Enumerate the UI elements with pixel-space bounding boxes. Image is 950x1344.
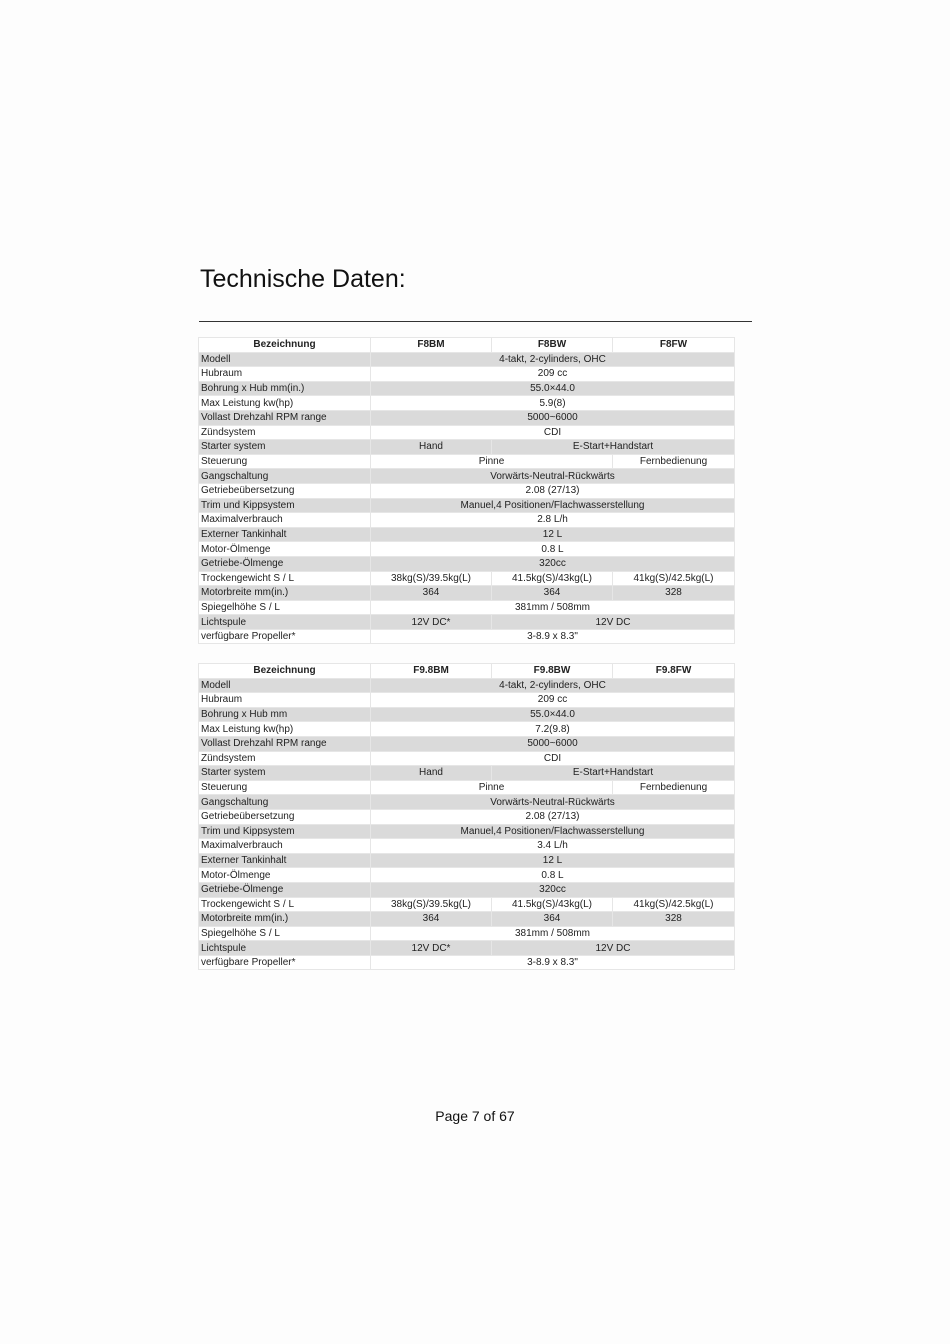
row-label: Hubraum [199,367,371,382]
row-label: Modell [199,352,371,367]
row-label: Starter system [199,440,371,455]
row-value: 12V DC* [371,615,492,630]
row-label: Spiegelhöhe S / L [199,600,371,615]
row-label: Starter system [199,766,371,781]
row-label: Trockengewicht S / L [199,897,371,912]
table-row [199,440,735,455]
spec-table-f9-8 [198,663,735,970]
row-value: 3-8.9 x 8.3" [371,629,735,644]
row-value: Pinne [371,780,613,795]
table-row [199,600,735,615]
row-value: E-Start+Handstart [492,440,735,455]
row-value: Fernbedienung [613,454,735,469]
row-label: Vollast Drehzahl RPM range [199,736,371,751]
spec-table-f8 [198,337,735,644]
row-label: Getriebe-Ölmenge [199,882,371,897]
table-row [199,824,735,839]
table-header-row [199,664,735,679]
row-label: Hubraum [199,693,371,708]
row-value: 328 [613,912,735,927]
row-value: 38kg(S)/39.5kg(L) [371,571,492,586]
row-value: 209 cc [371,693,735,708]
table-row [199,678,735,693]
row-label: Trim und Kippsystem [199,824,371,839]
row-label: Trockengewicht S / L [199,571,371,586]
table-row [199,367,735,382]
table-row [199,693,735,708]
row-value: 2.8 L/h [371,513,735,528]
column-header-label: Bezeichnung [199,338,371,353]
row-value: CDI [371,425,735,440]
row-value: E-Start+Handstart [492,766,735,781]
row-value: Vorwärts-Neutral-Rückwärts [371,469,735,484]
row-value: 5000~6000 [371,736,735,751]
table-row [199,912,735,927]
row-label: Motor-Ölmenge [199,868,371,883]
row-label: Motorbreite mm(in.) [199,586,371,601]
table-row [199,955,735,970]
row-label: Zündsystem [199,425,371,440]
row-value: 0.8 L [371,542,735,557]
table-row [199,556,735,571]
row-label: Getriebeübersetzung [199,809,371,824]
table-row [199,396,735,411]
table-header-row [199,338,735,353]
title-divider [199,321,752,322]
row-label: Modell [199,678,371,693]
row-value: CDI [371,751,735,766]
row-value: 4-takt, 2-cylinders, OHC [371,352,735,367]
row-label: Lichtspule [199,941,371,956]
table-row [199,542,735,557]
row-value: 41.5kg(S)/43kg(L) [492,897,613,912]
row-label: Vollast Drehzahl RPM range [199,410,371,425]
row-value: 364 [492,586,613,601]
table-row [199,615,735,630]
column-header-model: F9.8FW [613,664,735,679]
table-row [199,853,735,868]
row-value: Hand [371,440,492,455]
column-header-model: F8BW [492,338,613,353]
row-value: 12 L [371,853,735,868]
column-header-model: F8FW [613,338,735,353]
row-value: 328 [613,586,735,601]
row-label: Max Leistung kw(hp) [199,722,371,737]
row-label: Max Leistung kw(hp) [199,396,371,411]
row-label: verfügbare Propeller* [199,955,371,970]
table-row [199,809,735,824]
row-label: Maximalverbrauch [199,513,371,528]
table-row [199,469,735,484]
row-label: Trim und Kippsystem [199,498,371,513]
row-value: 2.08 (27/13) [371,483,735,498]
table-row [199,882,735,897]
column-header-model: F9.8BM [371,664,492,679]
column-header-model: F8BM [371,338,492,353]
page-title: Technische Daten: [200,265,406,293]
table-row [199,513,735,528]
row-value: 0.8 L [371,868,735,883]
table-row [199,483,735,498]
table-row [199,926,735,941]
row-label: Getriebeübersetzung [199,483,371,498]
table-row [199,381,735,396]
row-value: 41.5kg(S)/43kg(L) [492,571,613,586]
row-value: Pinne [371,454,613,469]
table-row [199,839,735,854]
row-label: Motorbreite mm(in.) [199,912,371,927]
table-row [199,795,735,810]
row-label: Gangschaltung [199,795,371,810]
table-row [199,707,735,722]
row-label: Steuerung [199,454,371,469]
column-header-label: Bezeichnung [199,664,371,679]
table-row [199,722,735,737]
row-value: 3-8.9 x 8.3" [371,955,735,970]
row-label: Gangschaltung [199,469,371,484]
table-row [199,425,735,440]
row-label: Bohrung x Hub mm(in.) [199,381,371,396]
table-row [199,410,735,425]
row-value: 209 cc [371,367,735,382]
row-value: 55.0×44.0 [371,381,735,396]
row-value: 320cc [371,556,735,571]
row-label: Externer Tankinhalt [199,527,371,542]
table-row [199,868,735,883]
table-row [199,571,735,586]
row-value: 7.2(9.8) [371,722,735,737]
row-value: 12 L [371,527,735,542]
table-row [199,751,735,766]
table-row [199,498,735,513]
table-row [199,352,735,367]
row-value: 320cc [371,882,735,897]
table-row [199,897,735,912]
row-label: Bohrung x Hub mm [199,707,371,722]
row-value: 38kg(S)/39.5kg(L) [371,897,492,912]
row-value: 41kg(S)/42.5kg(L) [613,897,735,912]
table-row [199,780,735,795]
row-label: Lichtspule [199,615,371,630]
row-value: 5.9(8) [371,396,735,411]
row-value: 364 [371,912,492,927]
row-value: 4-takt, 2-cylinders, OHC [371,678,735,693]
row-label: Externer Tankinhalt [199,853,371,868]
row-value: 12V DC [492,941,735,956]
row-label: Motor-Ölmenge [199,542,371,557]
row-value: 381mm / 508mm [371,600,735,615]
row-label: verfügbare Propeller* [199,629,371,644]
row-label: Maximalverbrauch [199,839,371,854]
row-value: Fernbedienung [613,780,735,795]
row-value: Manuel,4 Positionen/Flachwasserstellung [371,498,735,513]
row-value: 55.0×44.0 [371,707,735,722]
row-value: 3.4 L/h [371,839,735,854]
row-value: Manuel,4 Positionen/Flachwasserstellung [371,824,735,839]
row-label: Zündsystem [199,751,371,766]
row-label: Steuerung [199,780,371,795]
row-value: 2.08 (27/13) [371,809,735,824]
row-value: Vorwärts-Neutral-Rückwärts [371,795,735,810]
row-label: Spiegelhöhe S / L [199,926,371,941]
table-row [199,527,735,542]
table-row [199,766,735,781]
row-value: 41kg(S)/42.5kg(L) [613,571,735,586]
table-row [199,736,735,751]
row-value: 12V DC* [371,941,492,956]
row-value: 381mm / 508mm [371,926,735,941]
row-value: 5000~6000 [371,410,735,425]
table-row [199,629,735,644]
row-value: 364 [492,912,613,927]
row-value: Hand [371,766,492,781]
table-row [199,454,735,469]
page-number: Page 7 of 67 [435,1108,515,1124]
row-value: 12V DC [492,615,735,630]
row-value: 364 [371,586,492,601]
table-row [199,941,735,956]
column-header-model: F9.8BW [492,664,613,679]
row-label: Getriebe-Ölmenge [199,556,371,571]
table-row [199,586,735,601]
